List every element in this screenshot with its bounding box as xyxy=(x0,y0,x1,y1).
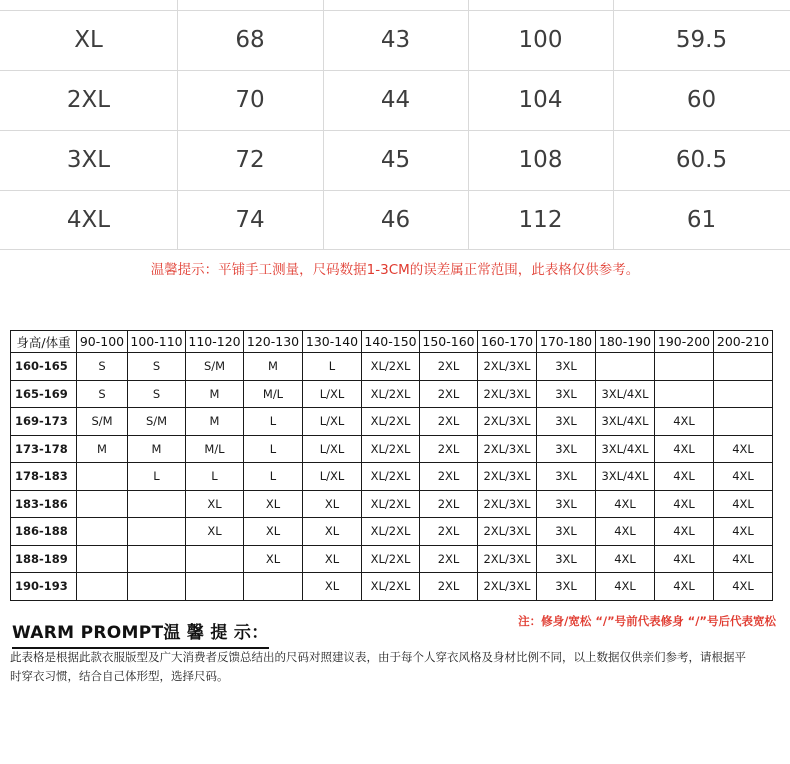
table-row xyxy=(11,545,773,573)
size-recommendation-cell: 2XL/3XL xyxy=(478,463,537,491)
size-recommendation-cell: 2XL/3XL xyxy=(478,545,537,573)
size-recommendation-cell: S/M xyxy=(128,408,186,436)
size-recommendation-cell: M xyxy=(186,380,244,408)
size-recommendation-cell: 3XL/4XL xyxy=(596,463,655,491)
size-recommendation-cell: 4XL xyxy=(714,463,773,491)
height-range-cell: 169-173 xyxy=(11,408,77,436)
measurement-cell: 68 xyxy=(235,27,265,53)
warm-tip-line: 温馨提示：平铺手工测量，尺码数据1-3CM的误差属正常范围，此表格仅供参考。 xyxy=(150,262,640,278)
size-recommendation-cell: M/L xyxy=(244,380,303,408)
size-recommendation-cell: M xyxy=(186,408,244,436)
size-recommendation-cell xyxy=(128,490,186,518)
table-row xyxy=(11,573,773,601)
size-recommendation-cell: XL xyxy=(303,545,362,573)
description-text: 此表格是根据此款衣服版型及广大消费者反馈总结出的尺码对照建议表，由于每个人穿衣风格及身材比例不同，以上数据仅供亲们参考，请根据平时穿衣习惯，结合自己体形型，选择尺码。 xyxy=(10,650,746,683)
size-recommendation-cell xyxy=(655,353,714,381)
table-row xyxy=(11,490,773,518)
table-row xyxy=(11,408,773,436)
size-recommendation-cell xyxy=(128,545,186,573)
table-row xyxy=(11,463,773,491)
size-recommendation-cell: 2XL/3XL xyxy=(478,573,537,601)
size-recommendation-cell: 3XL xyxy=(537,380,596,408)
size-recommendation-cell: 4XL xyxy=(596,545,655,573)
size-recommendation-cell: 3XL/4XL xyxy=(596,380,655,408)
size-recommendation-cell xyxy=(596,353,655,381)
size-recommendation-cell: 4XL xyxy=(655,573,714,601)
size-recommendation-cell: 2XL xyxy=(420,408,478,436)
size-recommendation-cell xyxy=(655,380,714,408)
weight-header: 170-180 xyxy=(537,331,596,353)
size-recommendation-cell: 4XL xyxy=(596,518,655,546)
size-recommendation-cell: 3XL xyxy=(537,435,596,463)
size-recommendation-cell: 2XL xyxy=(420,545,478,573)
size-recommendation-cell: 3XL/4XL xyxy=(596,408,655,436)
measurement-cell: 108 xyxy=(518,147,563,173)
size-recommendation-cell xyxy=(128,573,186,601)
size-recommendation-cell: XL xyxy=(244,545,303,573)
size-recommendation-cell: XL xyxy=(303,490,362,518)
warm-prompt-title-text: WARM PROMPT温 馨 提 示： xyxy=(12,623,269,643)
size-recommendation-cell: 4XL xyxy=(655,518,714,546)
measurement-cell: 100 xyxy=(518,27,563,53)
size-recommendation-cell xyxy=(186,573,244,601)
size-recommendation-cell: 2XL xyxy=(420,490,478,518)
weight-header: 150-160 xyxy=(420,331,478,353)
size-recommendation-cell: XL/2XL xyxy=(362,463,420,491)
size-recommendation-cell: 2XL/3XL xyxy=(478,408,537,436)
size-recommendation-cell: 4XL xyxy=(655,463,714,491)
size-recommendation-cell: XL/2XL xyxy=(362,573,420,601)
size-recommendation-cell: 2XL xyxy=(420,573,478,601)
size-recommendation-cell xyxy=(714,353,773,381)
measurement-cell: 46 xyxy=(380,207,411,233)
size-recommendation-cell: S xyxy=(128,353,186,381)
size-recommendation-cell: L xyxy=(186,463,244,491)
size-recommendation-cell: XL xyxy=(244,518,303,546)
size-recommendation-cell xyxy=(77,518,128,546)
weight-header: 110-120 xyxy=(186,331,244,353)
height-range-cell: 188-189 xyxy=(11,545,77,573)
measurement-cell: 59.5 xyxy=(675,27,728,53)
measurement-cell: 112 xyxy=(518,207,563,233)
table-row xyxy=(11,435,773,463)
size-recommendation-cell: 4XL xyxy=(655,435,714,463)
measurement-cell: 70 xyxy=(235,87,265,113)
size-recommendation-cell xyxy=(77,545,128,573)
size-recommendation-cell: M/L xyxy=(186,435,244,463)
height-range-cell: 183-186 xyxy=(11,490,77,518)
size-recommendation-cell: M xyxy=(128,435,186,463)
table-row xyxy=(11,380,773,408)
size-recommendation-cell xyxy=(714,408,773,436)
weight-header: 120-130 xyxy=(244,331,303,353)
size-recommendation-cell: 4XL xyxy=(655,408,714,436)
size-recommendation-cell: 4XL xyxy=(655,545,714,573)
height-weight-header: 身高/体重 xyxy=(11,331,77,353)
size-recommendation-cell: XL xyxy=(244,490,303,518)
size-recommendation-cell: XL xyxy=(303,573,362,601)
size-recommendation-cell: XL/2XL xyxy=(362,380,420,408)
size-recommendation-cell: 3XL xyxy=(537,490,596,518)
size-recommendation-cell: L xyxy=(128,463,186,491)
size-recommendation-cell: 4XL xyxy=(596,490,655,518)
weight-header: 100-110 xyxy=(128,331,186,353)
size-recommendation-cell: S/M xyxy=(186,353,244,381)
size-measurement-table xyxy=(0,0,790,250)
size-recommendation-cell: 3XL xyxy=(537,408,596,436)
size-label-cell: 3XL xyxy=(66,147,111,173)
size-recommendation-table xyxy=(10,330,773,601)
measurement-cell: 60.5 xyxy=(675,147,728,173)
size-recommendation-cell: 3XL xyxy=(537,573,596,601)
size-recommendation-cell xyxy=(77,463,128,491)
size-recommendation-cell: 4XL xyxy=(714,573,773,601)
size-recommendation-cell: XL/2XL xyxy=(362,408,420,436)
size-recommendation-cell: 4XL xyxy=(655,490,714,518)
size-recommendation-cell: L xyxy=(244,463,303,491)
height-range-cell: 173-178 xyxy=(11,435,77,463)
size-recommendation-cell: 4XL xyxy=(714,518,773,546)
size-label-cell: 2XL xyxy=(66,87,111,113)
size-recommendation-cell: S/M xyxy=(77,408,128,436)
weight-header: 190-200 xyxy=(655,331,714,353)
size-recommendation-cell xyxy=(77,490,128,518)
size-recommendation-cell: L/XL xyxy=(303,463,362,491)
size-recommendation-cell: L xyxy=(244,435,303,463)
measurement-cell: 44 xyxy=(380,87,411,113)
size-recommendation-cell: 3XL/4XL xyxy=(596,435,655,463)
size-recommendation-cell: L xyxy=(244,408,303,436)
size-recommendation-cell: 2XL xyxy=(420,435,478,463)
size-recommendation-cell: S xyxy=(128,380,186,408)
table-row xyxy=(11,518,773,546)
size-recommendation-cell: S xyxy=(77,353,128,381)
size-recommendation-cell: 4XL xyxy=(714,435,773,463)
height-range-cell: 165-169 xyxy=(11,380,77,408)
weight-header: 180-190 xyxy=(596,331,655,353)
measurement-cell: 60 xyxy=(686,87,717,113)
size-recommendation-cell: M xyxy=(244,353,303,381)
size-recommendation-cell: XL xyxy=(186,490,244,518)
size-recommendation-cell: 2XL xyxy=(420,463,478,491)
measurement-cell: 43 xyxy=(380,27,411,53)
height-range-cell: 160-165 xyxy=(11,353,77,381)
warm-prompt-title xyxy=(12,618,269,643)
table-row xyxy=(11,353,773,381)
weight-header: 90-100 xyxy=(77,331,128,353)
size-recommendation-cell: 3XL xyxy=(537,353,596,381)
weight-header: 200-210 xyxy=(714,331,773,353)
size-recommendation-cell: 2XL xyxy=(420,380,478,408)
size-recommendation-cell: 2XL/3XL xyxy=(478,353,537,381)
size-recommendation-cell: 4XL xyxy=(596,573,655,601)
size-recommendation-cell: XL/2XL xyxy=(362,435,420,463)
height-range-cell: 178-183 xyxy=(11,463,77,491)
size-recommendation-cell: L xyxy=(303,353,362,381)
size-recommendation-cell: 3XL xyxy=(537,545,596,573)
height-range-cell: 190-193 xyxy=(11,573,77,601)
size-label-cell: 4XL xyxy=(66,207,111,233)
size-recommendation-cell: 3XL xyxy=(537,463,596,491)
size-recommendation-cell: S xyxy=(77,380,128,408)
size-recommendation-cell: L/XL xyxy=(303,435,362,463)
size-recommendation-cell xyxy=(77,573,128,601)
size-recommendation-cell: 4XL xyxy=(714,545,773,573)
measurement-cell: 45 xyxy=(380,147,411,173)
size-recommendation-cell: M xyxy=(77,435,128,463)
size-label-cell: XL xyxy=(74,27,103,53)
size-recommendation-cell: XL/2XL xyxy=(362,490,420,518)
size-recommendation-cell: 2XL/3XL xyxy=(478,518,537,546)
size-recommendation-cell: 3XL xyxy=(537,518,596,546)
size-recommendation-cell: 2XL/3XL xyxy=(478,380,537,408)
weight-header: 160-170 xyxy=(478,331,537,353)
size-recommendation-cell: 2XL/3XL xyxy=(478,435,537,463)
size-recommendation-cell xyxy=(714,380,773,408)
size-recommendation-cell: 2XL/3XL xyxy=(478,490,537,518)
size-recommendation-cell xyxy=(244,573,303,601)
size-recommendation-cell xyxy=(128,518,186,546)
measurement-cell: 74 xyxy=(235,207,265,233)
size-recommendation-cell: 4XL xyxy=(714,490,773,518)
weight-header: 140-150 xyxy=(362,331,420,353)
size-recommendation-cell: 2XL xyxy=(420,518,478,546)
size-recommendation-cell: XL/2XL xyxy=(362,353,420,381)
height-range-cell: 186-188 xyxy=(11,518,77,546)
size-recommendation-cell: XL xyxy=(186,518,244,546)
size-recommendation-cell: 2XL xyxy=(420,353,478,381)
size-recommendation-cell: XL/2XL xyxy=(362,545,420,573)
measurement-cell: 72 xyxy=(235,147,265,173)
size-recommendation-cell xyxy=(186,545,244,573)
size-recommendation-cell: L/XL xyxy=(303,380,362,408)
size-recommendation-cell: L/XL xyxy=(303,408,362,436)
size-recommendation-cell: XL xyxy=(303,518,362,546)
weight-header: 130-140 xyxy=(303,331,362,353)
measurement-cell: 104 xyxy=(518,87,563,113)
measurement-cell: 61 xyxy=(686,207,717,233)
size-recommendation-cell: XL/2XL xyxy=(362,518,420,546)
fit-note: 注：修身/宽松 “/”号前代表修身 “/”号后代表宽松 xyxy=(518,614,776,628)
